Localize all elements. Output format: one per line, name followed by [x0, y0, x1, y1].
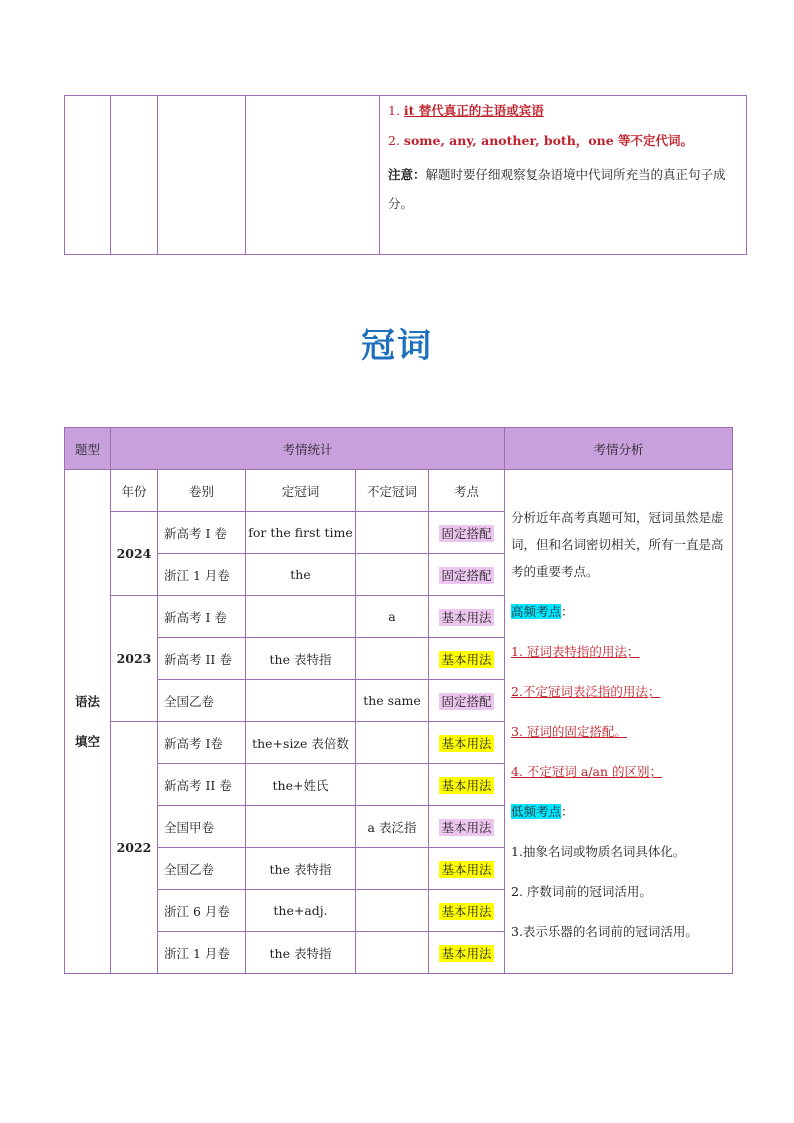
point-tag: 基本用法: [441, 819, 492, 835]
header-type: 题型: [65, 428, 111, 470]
paper-cell: 浙江 1 月卷: [158, 932, 246, 974]
paper-cell: 新高考 II 卷: [158, 638, 246, 680]
article-stats-table: [64, 427, 733, 974]
definite-cell: the: [246, 554, 356, 596]
point-tag: 基本用法: [441, 945, 492, 961]
paper-cell: 全国乙卷: [158, 848, 246, 890]
point-tag: 固定搭配: [441, 693, 492, 709]
indefinite-cell: [356, 764, 429, 806]
definite-cell: for the first time: [246, 512, 356, 554]
definite-cell: the 表特指: [246, 932, 356, 974]
indefinite-cell: a 表泛指: [356, 806, 429, 848]
point-cell: [429, 764, 505, 806]
empty-cell: [111, 96, 158, 255]
definite-cell: [246, 806, 356, 848]
paper-cell: 浙江 6 月卷: [158, 890, 246, 932]
high-item: 3. 冠词的固定搭配。: [511, 724, 627, 739]
definite-cell: the 表特指: [246, 848, 356, 890]
sub-header-definite: 定冠词: [246, 470, 356, 512]
paper-cell: 新高考 I卷: [158, 722, 246, 764]
sub-header-row: [65, 470, 733, 512]
point-cell: [429, 848, 505, 890]
point-tag: 基本用法: [441, 903, 492, 919]
note-2: 2. some, any, another, both，one 等不定代词。: [388, 133, 694, 148]
low-item: 1.抽象名词或物质名词具体化。: [511, 844, 686, 859]
point-tag: 基本用法: [441, 777, 492, 793]
definite-cell: [246, 680, 356, 722]
paper-cell: 新高考 II 卷: [158, 764, 246, 806]
point-tag: 固定搭配: [441, 567, 492, 583]
empty-cell: [158, 96, 246, 255]
sub-header-point: 考点: [429, 470, 505, 512]
paper-cell: 新高考 I 卷: [158, 596, 246, 638]
section-title: 冠词: [361, 326, 433, 366]
header-stats: 考情统计: [111, 428, 505, 470]
indefinite-cell: [356, 932, 429, 974]
paper-cell: 全国甲卷: [158, 806, 246, 848]
point-cell: [429, 890, 505, 932]
empty-cell: [246, 96, 380, 255]
low-item: 2. 序数词前的冠词活用。: [511, 884, 652, 899]
note-1: 1. it 替代真正的主语或宾语: [388, 103, 544, 118]
year-cell: 2023: [111, 596, 158, 722]
header-row: [65, 428, 733, 470]
year-cell: 2024: [111, 512, 158, 596]
indefinite-cell: [356, 848, 429, 890]
analysis-intro: 分析近年高考真题可知，冠词虽然是虚词，但和名词密切相关，所有一直是高考的重要考点。: [511, 510, 724, 579]
point-tag: 基本用法: [441, 735, 492, 751]
indefinite-cell: a: [356, 596, 429, 638]
point-cell: [429, 596, 505, 638]
point-tag: 基本用法: [441, 609, 492, 625]
definite-cell: the+size 表倍数: [246, 722, 356, 764]
low-item: 3.表示乐器的名词前的冠词活用。: [511, 924, 698, 939]
point-tag: 基本用法: [441, 651, 492, 667]
point-cell: [429, 638, 505, 680]
year-cell: 2022: [111, 722, 158, 974]
point-cell: [429, 512, 505, 554]
indefinite-cell: [356, 554, 429, 596]
analysis-cell: [505, 470, 733, 974]
high-freq-heading: 高频考点：: [511, 604, 574, 619]
indefinite-cell: [356, 722, 429, 764]
empty-cell: [65, 96, 111, 255]
indefinite-cell: [356, 512, 429, 554]
definite-cell: the+adj.: [246, 890, 356, 932]
caution-note: 注意：解题时要仔细观察复杂语境中代词所充当的真正句子成分。: [388, 167, 726, 211]
sub-header-year: 年份: [111, 470, 158, 512]
sub-header-paper: 卷别: [158, 470, 246, 512]
pronoun-notes-cell: [380, 96, 747, 255]
indefinite-cell: [356, 638, 429, 680]
definite-cell: the 表特指: [246, 638, 356, 680]
definite-cell: the+姓氏: [246, 764, 356, 806]
point-tag: 基本用法: [441, 861, 492, 877]
low-freq-heading: 低频考点：: [511, 804, 574, 819]
indefinite-cell: [356, 890, 429, 932]
question-type-cell: 语法 填空: [65, 470, 111, 974]
pronoun-table-continued: [64, 95, 747, 255]
point-cell: [429, 680, 505, 722]
point-cell: [429, 932, 505, 974]
definite-cell: [246, 596, 356, 638]
point-cell: [429, 722, 505, 764]
point-tag: 固定搭配: [441, 525, 492, 541]
paper-cell: 浙江 1 月卷: [158, 554, 246, 596]
header-analysis: 考情分析: [505, 428, 733, 470]
high-item: 2.不定冠词表泛指的用法；: [511, 684, 661, 699]
paper-cell: 新高考 I 卷: [158, 512, 246, 554]
indefinite-cell: the same: [356, 680, 429, 722]
point-cell: [429, 554, 505, 596]
paper-cell: 全国乙卷: [158, 680, 246, 722]
high-item: 1. 冠词表特指的用法；: [511, 644, 640, 659]
high-item: 4. 不定冠词 a/an 的区别；: [511, 764, 663, 779]
point-cell: [429, 806, 505, 848]
sub-header-indefinite: 不定冠词: [356, 470, 429, 512]
